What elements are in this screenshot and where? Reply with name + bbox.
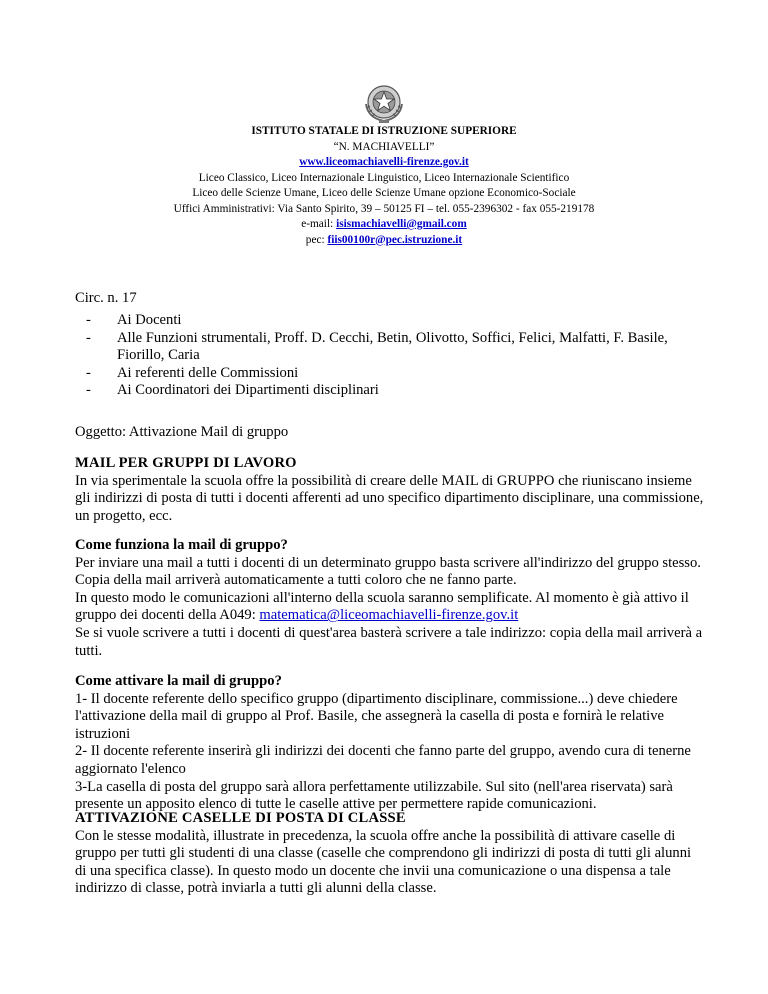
section-heading: Come funziona la mail di gruppo? (75, 537, 288, 553)
recipient-text: Ai Coordinatori dei Dipartimenti disciplinari (117, 382, 379, 399)
circular-number: Circ. n. 17 (75, 290, 137, 306)
offices-line: Uffici Amministrativi: Via Santo Spirito, 39 – 50125 FI – tel. 055-2396302 - fax 055-219178 (173, 202, 595, 215)
section-body: Se si vuole scrivere a tutti i docenti di quest'area basterà scrivere a tale indirizzo: copia della mail arriverà a tutti. (75, 624, 703, 659)
schools-line-2: Liceo delle Scienze Umane, Liceo delle Scienze Umane opzione Economico-Sociale (192, 187, 576, 199)
italian-republic-emblem-icon (361, 82, 407, 124)
section-heading: Come attivare la mail di gruppo? (75, 673, 282, 689)
section-group-mail (75, 455, 705, 525)
section-body: Con le stesse modalità, illustrate in precedenza, la scuola offre anche la possibilità di attivare caselle di gruppo per tutti gli studenti di una classe (caselle che comprendono gli indirizzi di posta di tutti gli alunni di una specifica classe). In questo modo un docente che invii una comunicazione o una dispensa a tale indirizzo di classe, potrà inviarla a tutti gli alunni della classe. (75, 827, 692, 897)
recipient-text: Ai referenti delle Commissioni (117, 364, 299, 381)
dash-bullet: - (86, 312, 91, 328)
subject-line: Oggetto: Attivazione Mail di gruppo (75, 424, 289, 440)
section-body (75, 590, 705, 625)
institute-title: ISTITUTO STATALE DI ISTRUZIONE SUPERIORE (251, 125, 517, 137)
section-heading: MAIL PER GRUPPI DI LAVORO (75, 455, 297, 471)
dash-bullet: - (86, 382, 91, 399)
recipient-text: Alle Funzioni strumentali, Proff. D. Cecchi, Betin, Olivotto, Soffici, Felici, Malfatti, F. Basile, Fiorillo, Caria (117, 329, 668, 364)
recipient-item (75, 330, 715, 365)
recipient-item (75, 382, 715, 400)
section-how-to-activate (75, 673, 705, 814)
dash-bullet: - (86, 364, 91, 381)
section-body: Per inviare una mail a tutti i docenti di un determinato gruppo basta scrivere all'indirizzo del gruppo stesso. Copia della mail arriverà automaticamente a tutti coloro che ne fanno parte. (75, 554, 701, 589)
email-label: e-mail: (301, 218, 337, 230)
schools-line-1: Liceo Classico, Liceo Internazionale Linguistico, Liceo Internazionale Scientifico (198, 171, 570, 184)
letterhead (80, 124, 688, 248)
section-body-text: In questo modo le comunicazioni all'interno della scuola saranno semplificate. Al momento è già attivo il gruppo dei docenti della A049: (75, 589, 689, 624)
email-line (80, 217, 688, 233)
pec-label: pec: (305, 233, 328, 246)
institute-name: “N. MACHIAVELLI” (333, 140, 435, 153)
recipient-item (75, 312, 715, 330)
activation-step: 1- Il docente referente dello specifico gruppo (dipartimento disciplinare, commissione...) deve chiedere l'attivazione della mail di gruppo al Prof. Basile, che assegnerà la casella di posta e fornirà le relative istruzioni (75, 690, 678, 742)
recipient-item (75, 365, 715, 383)
section-body: In via sperimentale la scuola offre la possibilità di creare delle MAIL di GRUPPO che riuniscano insieme gli indirizzi di posta di tutti i docenti afferenti ad uno specifico dipartimento disciplinare, una commissione, un progetto, ecc. (75, 472, 704, 524)
section-class-mailboxes (75, 810, 705, 898)
recipients-list (75, 312, 715, 400)
activation-step: 2- Il docente referente inserirà gli indirizzi dei docenti che fanno parte del gruppo, avendo cura di tenerne aggiornato l'elenco (75, 743, 691, 777)
pec-line (80, 233, 688, 249)
website-link[interactable]: www.liceomachiavelli-firenze.gov.it (299, 156, 469, 168)
activation-step: 3-La casella di posta del gruppo sarà allora perfettamente utilizzabile. Sul sito (nell'area riservata) sarà presente un apposito elenco di tutte le caselle attive per permettere rapide comunicazioni. (75, 778, 673, 813)
section-how-it-works (75, 537, 705, 660)
email-link[interactable]: isismachiavelli@gmail.com (336, 218, 467, 230)
section-heading: ATTIVAZIONE CASELLE DI POSTA DI CLASSE (75, 810, 406, 826)
dash-bullet: - (86, 329, 91, 346)
recipient-text: Ai Docenti (117, 312, 182, 328)
group-mail-link[interactable]: matematica@liceomachiavelli-firenze.gov.it (259, 607, 519, 624)
pec-link[interactable]: fiis00100r@pec.istruzione.it (327, 233, 463, 246)
